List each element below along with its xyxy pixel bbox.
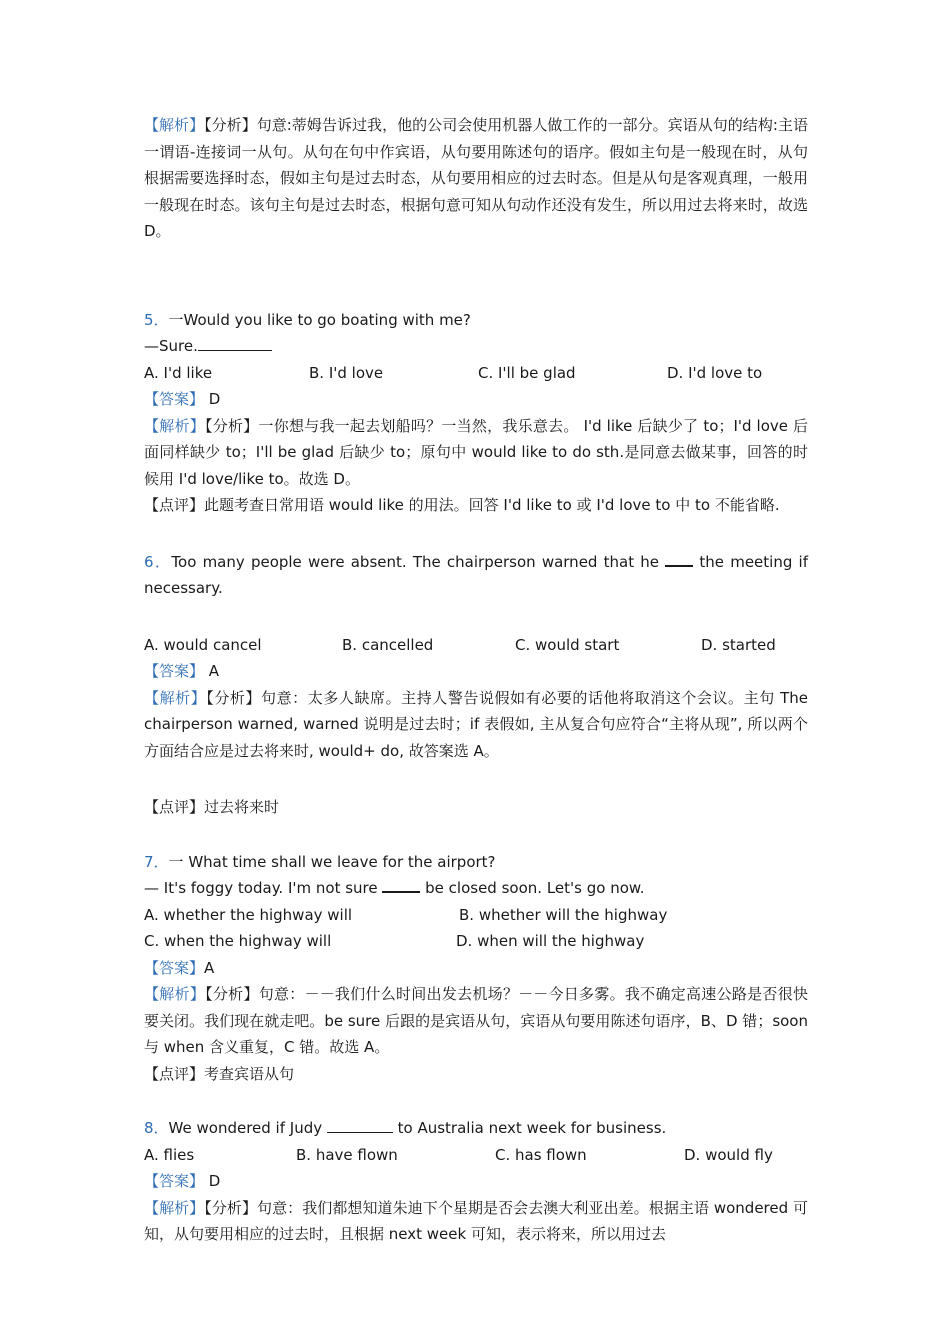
document-page: [144, 112, 808, 1248]
option-a: A. whether the highway will: [144, 905, 353, 924]
q7-options-row1: [144, 902, 808, 929]
analysis-text: 【分析】一你想与我一起去划船吗？一当然，我乐意去。 I'd like 后缺少了 to；I'd love 后面同样缺少 to；I'll be glad 后缺少 to；原句中 would like to do sth.是同意去做某事，回答的时候用 I'd love/like to。故选 D。: [144, 416, 808, 488]
answer-blank: [382, 876, 420, 893]
question-number: 5．: [144, 310, 169, 329]
option-b: B. whether will the highway: [459, 905, 668, 924]
q7-reply: [144, 875, 808, 902]
q4-analysis: [144, 112, 808, 245]
analysis-tag: 【解析】: [144, 985, 206, 1003]
answer-value: D: [208, 390, 221, 408]
question-number: 6．: [144, 552, 172, 571]
option-a: A. flies: [144, 1145, 195, 1164]
question-number: 7．: [144, 852, 169, 871]
q7-answer: [144, 955, 808, 982]
option-a: A. I'd like: [144, 363, 213, 382]
option-d: D. when will the highway: [456, 932, 645, 950]
q5-stem: [144, 307, 808, 334]
stem-text: We wondered if Judy: [168, 1119, 327, 1137]
answer-value: A: [204, 958, 215, 977]
option-c: C. has flown: [495, 1145, 587, 1164]
option-b: B. have flown: [296, 1145, 398, 1164]
analysis-tag: 【解析】: [144, 416, 205, 435]
answer-tag: 【答案】: [144, 1172, 205, 1190]
analysis-text: 【分析】句意:蒂姆告诉过我，他的公司会使用机器人做工作的一部分。宾语从句的结构:主语一谓语-连接词一从句。从句在句中作宾语，从句要用陈述句的语序。假如主句是一般现在时，从句根据需要选择时态，假如主句是过去时态，从句要用相应的过去时态。但是从句是客观真理，一般用一般现在时态。该句主句是过去时态，根据句意可知从句动作还没有发生，所以用过去将来时，故选D。: [144, 116, 808, 240]
q5-options: [144, 360, 808, 387]
option-a: A. would cancel: [144, 635, 262, 654]
q8-stem: [144, 1115, 808, 1142]
answer-tag: 【答案】: [144, 390, 205, 408]
answer-tag: 【答案】: [144, 958, 205, 977]
q7-analysis: [144, 981, 808, 1061]
q5-answer: [144, 386, 808, 413]
q7-stem: [144, 849, 808, 876]
answer-blank: [198, 334, 272, 351]
answer-value: A: [208, 662, 220, 680]
q5-comment: 【点评】此题考查日常用语 would like 的用法。回答 I'd like to 或 I'd love to 中 to 不能省略.: [144, 496, 780, 514]
option-d: D. I'd love to: [667, 363, 763, 382]
q6-analysis: [144, 685, 808, 765]
answer-tag: 【答案】: [144, 662, 205, 680]
q7-comment: 【点评】考查宾语从句: [144, 1064, 295, 1083]
option-d: D. would fly: [684, 1145, 773, 1164]
option-c: C. when the highway will: [144, 932, 332, 950]
analysis-tag: 【解析】: [144, 1198, 205, 1217]
q8-options: [144, 1142, 808, 1169]
stem-text: Too many people were absent. The chairperson warned that he: [171, 552, 666, 571]
q8-analysis: [144, 1195, 808, 1248]
option-b: B. I'd love: [309, 363, 384, 382]
analysis-text: 【分析】句意：－－我们什么时间出发去机场？－－今日多雾。我不确定高速公路是否很快要关闭。我们现在就走吧。be sure 后跟的是宾语从句，宾语从句要用陈述句语序，B、D 错；soon 与 when 含义重复，C 错。故选 A。: [144, 985, 808, 1056]
stem-text-end: to Australia next week for business.: [392, 1119, 667, 1137]
analysis-text: 【分析】句意：太多人缺席。主持人警告说假如有必要的话他将取消这个会议。主句 The chairperson warned, warned 说明是过去时；if 表假如, 主从复合句应符合“主将从现”, 所以两个方面结合应是过去将来时, would+ do, 故答案选 A。: [144, 688, 808, 760]
option-d: D. started: [701, 635, 776, 654]
question-line: 一 What time shall we leave for the airport?: [168, 852, 496, 871]
answer-value: D: [208, 1172, 221, 1190]
q7-options-row2: [144, 928, 808, 955]
q5-reply: [144, 333, 808, 360]
analysis-text: 【分析】句意：我们都想知道朱迪下个星期是否会去澳大利亚出差。根据主语 wondered 可知，从句要用相应的过去时，且根据 next week 可知，表示将来，所以用过去: [144, 1198, 808, 1243]
reply-text: — It's foggy today. I'm not sure: [144, 879, 383, 897]
reply-text-end: be closed soon. Let's go now.: [420, 879, 645, 897]
answer-blank: [665, 550, 693, 567]
q6-stem: [144, 549, 808, 602]
question-number: 8．: [144, 1119, 169, 1137]
q6-answer: [144, 658, 808, 685]
answer-blank: [327, 1116, 393, 1133]
q6-comment: 【点评】过去将来时: [144, 798, 280, 816]
option-c: C. I'll be glad: [478, 363, 576, 382]
question-line: 一Would you like to go boating with me?: [168, 310, 471, 329]
option-b: B. cancelled: [342, 635, 434, 654]
reply-text: —Sure.: [144, 337, 198, 355]
analysis-tag: 【解析】: [144, 688, 207, 707]
option-c: C. would start: [515, 635, 620, 654]
stem-text-end: the meeting if necessary.: [144, 552, 809, 597]
q5-analysis: [144, 413, 808, 493]
q6-options: [144, 632, 808, 659]
analysis-tag: 【解析】: [144, 116, 205, 134]
q8-answer: [144, 1168, 808, 1195]
